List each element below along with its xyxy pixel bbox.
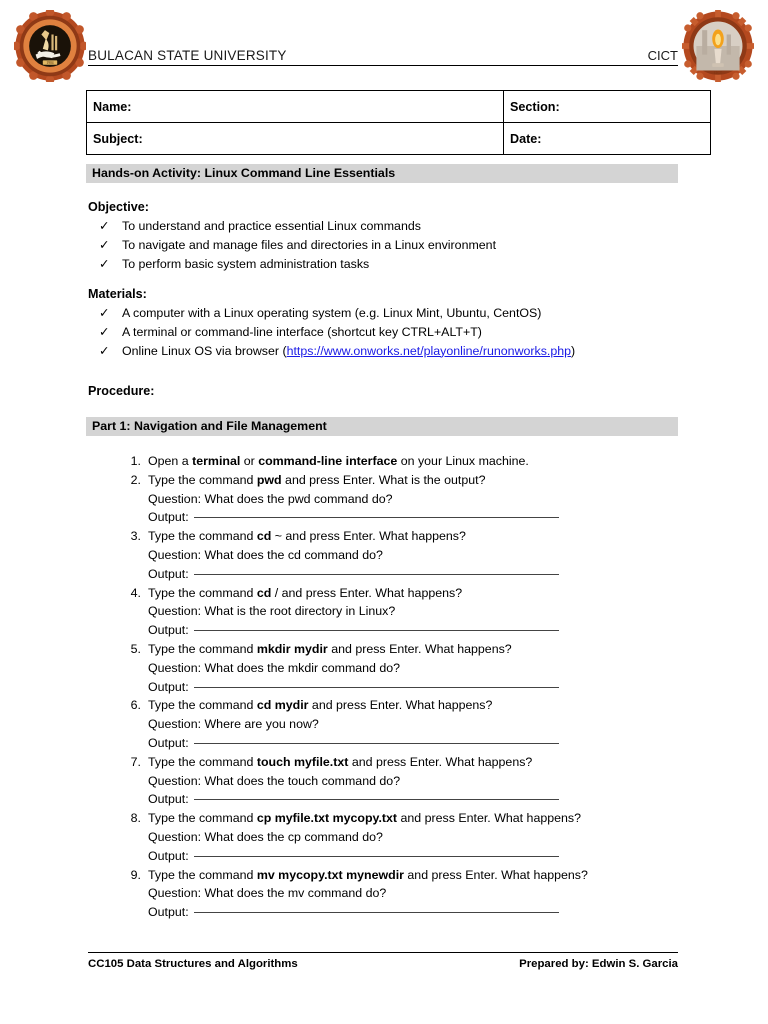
step-command: terminal	[192, 454, 241, 468]
subject-label: Subject:	[93, 131, 143, 146]
check-icon: ✓	[99, 256, 110, 271]
cict-seal-logo	[682, 10, 754, 82]
step-number: 9.	[130, 867, 141, 882]
step-number: 3.	[130, 529, 141, 544]
section-label: Section:	[510, 99, 560, 114]
output-label: Output:	[148, 792, 189, 807]
document-header	[0, 8, 768, 84]
step-command: cp myfile.txt mycopy.txt	[256, 811, 398, 826]
name-field-cell[interactable]	[87, 91, 504, 123]
step-pre: Type the command	[148, 811, 257, 826]
step-instruction	[148, 640, 690, 659]
step-instruction	[148, 809, 690, 828]
step-pre: Type the command	[148, 529, 257, 544]
step-number: 6.	[130, 698, 141, 713]
step-pre: Type the command	[148, 585, 257, 600]
step-command: cd	[256, 529, 272, 544]
list-item	[110, 809, 690, 865]
list-item	[110, 866, 690, 922]
output-blank-line[interactable]	[194, 856, 559, 857]
cict-torch-seal-icon	[682, 10, 754, 82]
step-instruction	[148, 471, 690, 490]
step-question: Question: What does the cd command do?	[148, 547, 383, 562]
list-item	[88, 255, 688, 274]
materials-list	[88, 304, 688, 360]
output-label: Output:	[148, 735, 189, 750]
step-instruction	[148, 452, 690, 471]
step-output-row	[148, 508, 690, 527]
procedure-heading: Procedure:	[88, 384, 155, 398]
procedure-section	[88, 384, 688, 401]
step-command: pwd	[256, 472, 282, 487]
output-label: Output:	[148, 623, 189, 638]
step-command-2: command-line interface	[258, 454, 398, 468]
step-post: and press Enter. What happens?	[348, 754, 533, 769]
list-item	[110, 584, 690, 640]
list-item	[110, 640, 690, 696]
objective-list	[88, 217, 688, 273]
step-command: cd mydir	[256, 698, 309, 713]
step-pre: Type the command	[148, 867, 257, 882]
step-command: mkdir mydir	[256, 641, 328, 656]
name-label: Name:	[93, 99, 132, 114]
step-post: on your Linux machine.	[397, 454, 529, 468]
list-item-prefix: Online Linux OS via browser (	[122, 343, 287, 358]
step-output-row	[148, 903, 690, 922]
list-item	[88, 217, 688, 236]
list-item	[110, 696, 690, 752]
step-mid: or	[240, 454, 259, 468]
svg-text:CICT: CICT	[713, 71, 723, 76]
output-blank-line[interactable]	[194, 799, 559, 800]
step-number: 4.	[130, 585, 141, 600]
step-pre: Type the command	[148, 472, 257, 487]
objective-heading: Objective:	[88, 200, 149, 214]
step-number: 8.	[130, 811, 141, 826]
table-row	[87, 91, 711, 123]
step-output-row	[148, 678, 690, 697]
output-label: Output:	[148, 566, 189, 581]
student-info-table	[86, 90, 711, 155]
objective-section	[88, 200, 688, 273]
step-output-row	[148, 621, 690, 640]
check-icon: ✓	[99, 219, 110, 233]
step-question: Question: What does the touch command do?	[148, 773, 401, 788]
date-label: Date:	[510, 131, 542, 146]
output-label: Output:	[148, 679, 189, 694]
step-output-row	[148, 790, 690, 809]
step-command: cd	[256, 585, 272, 600]
step-instruction	[148, 584, 690, 603]
svg-text:1904: 1904	[46, 61, 54, 65]
check-icon: ✓	[99, 343, 110, 358]
materials-section	[88, 287, 688, 360]
step-question: Question: What does the mv command do?	[148, 886, 387, 901]
footer-prepared-by: Prepared by: Edwin S. Garcia	[519, 958, 678, 970]
step-post: and press Enter. What is the output?	[281, 472, 486, 487]
list-item-label: A computer with a Linux operating system (e.g. Linux Mint, Ubuntu, CentOS)	[122, 306, 542, 320]
list-item	[110, 527, 690, 583]
materials-heading: Materials:	[88, 287, 147, 301]
output-label: Output:	[148, 905, 189, 920]
step-pre: Type the command	[148, 641, 257, 656]
step-number: 5.	[130, 641, 141, 656]
step-question: Question: What does the cp command do?	[148, 829, 383, 844]
document-footer	[88, 952, 678, 970]
list-item	[110, 753, 690, 809]
footer-course: CC105 Data Structures and Algorithms	[88, 958, 298, 970]
onworks-link[interactable]: https://www.onworks.net/playonline/runonworks.php	[286, 343, 572, 358]
list-item	[88, 236, 688, 255]
step-command: mv mycopy.txt mynewdir	[256, 867, 404, 882]
step-number: 7.	[130, 754, 141, 769]
step-output-row	[148, 565, 690, 584]
activity-title-bar: Hands-on Activity: Linux Command Line Essentials	[86, 164, 678, 183]
list-item	[88, 342, 688, 361]
step-instruction	[148, 696, 690, 715]
output-blank-line[interactable]	[194, 912, 559, 913]
step-post: ~ and press Enter. What happens?	[271, 529, 466, 544]
department-name: CICT	[647, 48, 678, 63]
table-row	[87, 123, 711, 155]
step-post: and press Enter. What happens?	[403, 867, 588, 882]
step-instruction	[148, 866, 690, 885]
check-icon: ✓	[99, 324, 110, 339]
output-label: Output:	[148, 848, 189, 863]
bulsu-seal-logo	[14, 10, 86, 82]
output-blank-line[interactable]	[194, 743, 559, 744]
list-item	[110, 452, 690, 471]
step-question: Question: What does the pwd command do?	[148, 491, 393, 506]
step-post: and press Enter. What happens?	[327, 641, 512, 656]
step-pre: Type the command	[148, 698, 257, 713]
output-blank-line[interactable]	[194, 574, 559, 575]
output-blank-line[interactable]	[194, 517, 559, 518]
output-blank-line[interactable]	[194, 630, 559, 631]
header-title-row	[88, 48, 678, 66]
output-label: Output:	[148, 510, 189, 525]
step-question: Question: What is the root directory in Linux?	[148, 604, 396, 619]
section-field-cell[interactable]	[504, 91, 711, 123]
date-field-cell[interactable]	[504, 123, 711, 155]
check-icon: ✓	[99, 306, 110, 320]
step-output-row	[148, 734, 690, 753]
step-post: / and press Enter. What happens?	[271, 585, 463, 600]
step-instruction	[148, 527, 690, 546]
step-pre: Type the command	[148, 754, 257, 769]
list-item	[88, 304, 688, 323]
step-question: Question: Where are you now?	[148, 717, 319, 732]
list-item	[88, 323, 688, 342]
check-icon: ✓	[99, 237, 110, 252]
step-command: touch myfile.txt	[256, 754, 349, 769]
bulsu-seal-icon	[14, 10, 86, 82]
list-item-label: A terminal or command-line interface (shortcut key CTRL+ALT+T)	[122, 324, 482, 339]
step-pre: Open a	[148, 454, 193, 468]
list-item-label: To understand and practice essential Linux commands	[122, 219, 421, 233]
step-question: Question: What does the mkdir command do?	[148, 660, 401, 675]
subject-field-cell[interactable]	[87, 123, 504, 155]
step-output-row	[148, 847, 690, 866]
step-number: 1.	[130, 454, 141, 468]
step-number: 2.	[130, 472, 141, 487]
procedure-steps-list	[110, 452, 690, 922]
part1-title-bar: Part 1: Navigation and File Management	[86, 417, 678, 436]
output-blank-line[interactable]	[194, 687, 559, 688]
list-item-suffix: )	[571, 343, 576, 358]
list-item-label: To perform basic system administration tasks	[122, 256, 370, 271]
step-post: and press Enter. What happens?	[308, 698, 493, 713]
step-instruction	[148, 753, 690, 772]
step-post: and press Enter. What happens?	[397, 811, 581, 826]
list-item-label: To navigate and manage files and directories in a Linux environment	[122, 237, 497, 252]
university-name: BULACAN STATE UNIVERSITY	[88, 48, 287, 63]
list-item	[110, 471, 690, 527]
